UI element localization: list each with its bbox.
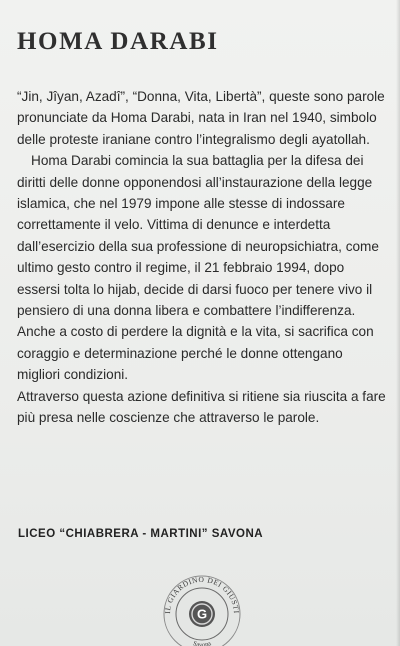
paragraph-story: Homa Darabi comincia la sua battaglia per la difesa dei diritti delle donne opponendosi all’instaurazione della legge islamica, che nel 1979 impone alle stesse di indossare correttamente il velo. Vittima di denunce e interdetta dall’esercizio della sua professione di neuropsichiatra, come ultimo gesto contro il regime, il 21 febbraio 1994, dopo essersi tolta lo hijab, decide di darsi fuoco per tenere vivo il pensiero di una donna libera e combattere l’indifferenza. Anche a costo di perdere la dignità e la vita, si sacrifica con coraggio e determinazione perché le donne ottengano migliori condizioni. bbox=[17, 153, 379, 383]
giardino-dei-giusti-seal-logo bbox=[152, 570, 252, 646]
school-signature: LICEO “CHIABRERA - MARTINI” SAVONA bbox=[18, 528, 264, 540]
paragraph-intro: “Jin, Jîyan, Azadî”, “Donna, Vita, Libertà”, queste sono parole pronunciate da Homa Darabi, nata in Iran nel 1940, simbolo delle proteste iraniane contro l’integralismo degli ayatollah. bbox=[17, 89, 385, 147]
seal-bottom-text: Savona bbox=[191, 640, 213, 646]
plaque-edge-shadow bbox=[396, 0, 400, 646]
plaque-title: HOMA DARABI bbox=[17, 28, 219, 55]
paragraph-conclusion: Attraverso questa azione definitiva si ritiene sia riuscita a fare più presa nelle coscienze che attraverso le parole. bbox=[17, 388, 386, 426]
seal-ring-text: IL GIARDINO DEI GIUSTI bbox=[162, 574, 242, 614]
seal-center-letter: G bbox=[196, 606, 208, 622]
plaque-body bbox=[17, 86, 389, 429]
